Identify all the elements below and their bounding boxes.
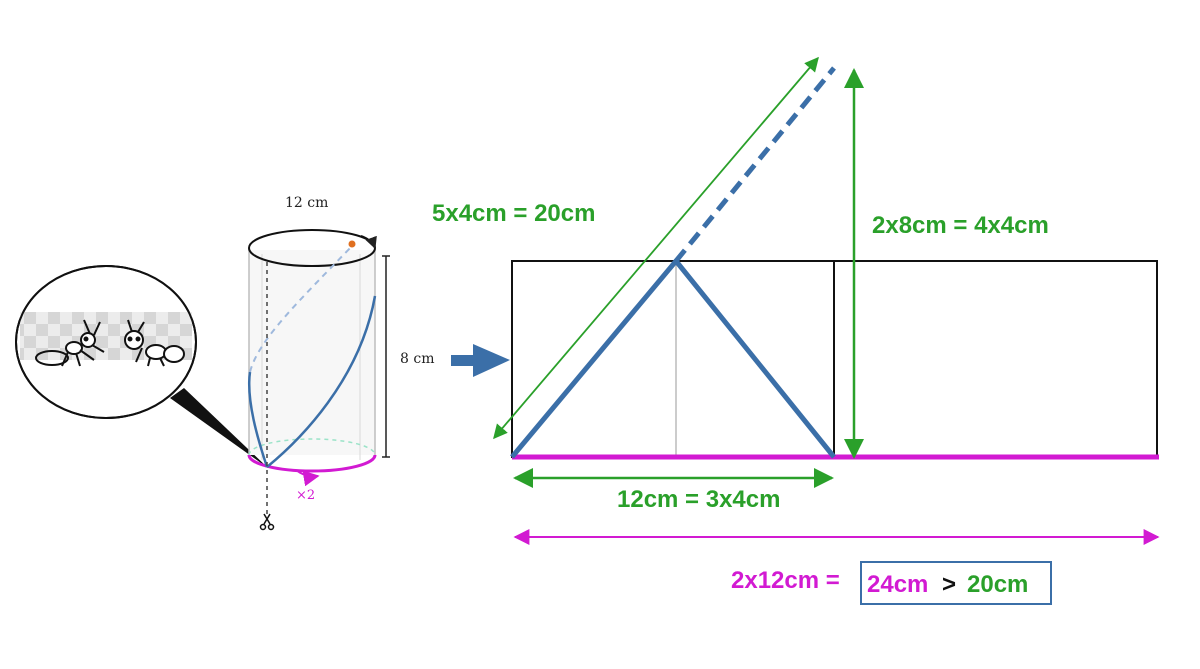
scissors-icon bbox=[261, 514, 274, 530]
base-label: 12cm = 3x4cm bbox=[617, 486, 781, 513]
cylinder-height-label: 8 cm bbox=[400, 351, 435, 367]
cylinder bbox=[249, 230, 390, 530]
comparison-box bbox=[860, 561, 1052, 605]
ants-bubble bbox=[16, 266, 268, 468]
hypotenuse-value: 20cm bbox=[967, 571, 1029, 598]
total-length-label: 2x12cm = bbox=[731, 567, 840, 594]
turns-label: ×2 bbox=[296, 488, 316, 503]
hypotenuse-label: 5x4cm = 20cm bbox=[432, 200, 596, 227]
net bbox=[512, 68, 1159, 457]
hypotenuse-arrow bbox=[494, 58, 818, 438]
ant-path-extension bbox=[676, 68, 834, 261]
cylinder-bottom-front bbox=[249, 455, 375, 471]
net-height-label: 2x8cm = 4x4cm bbox=[872, 212, 1049, 239]
total-length-value: 24cm bbox=[867, 571, 929, 598]
circumference-label: 12 cm bbox=[285, 195, 329, 211]
unroll-arrow-icon bbox=[451, 344, 510, 377]
dimensions bbox=[494, 58, 1158, 537]
ant-destination-dot bbox=[349, 241, 356, 248]
comparison-sign: > bbox=[942, 571, 957, 598]
